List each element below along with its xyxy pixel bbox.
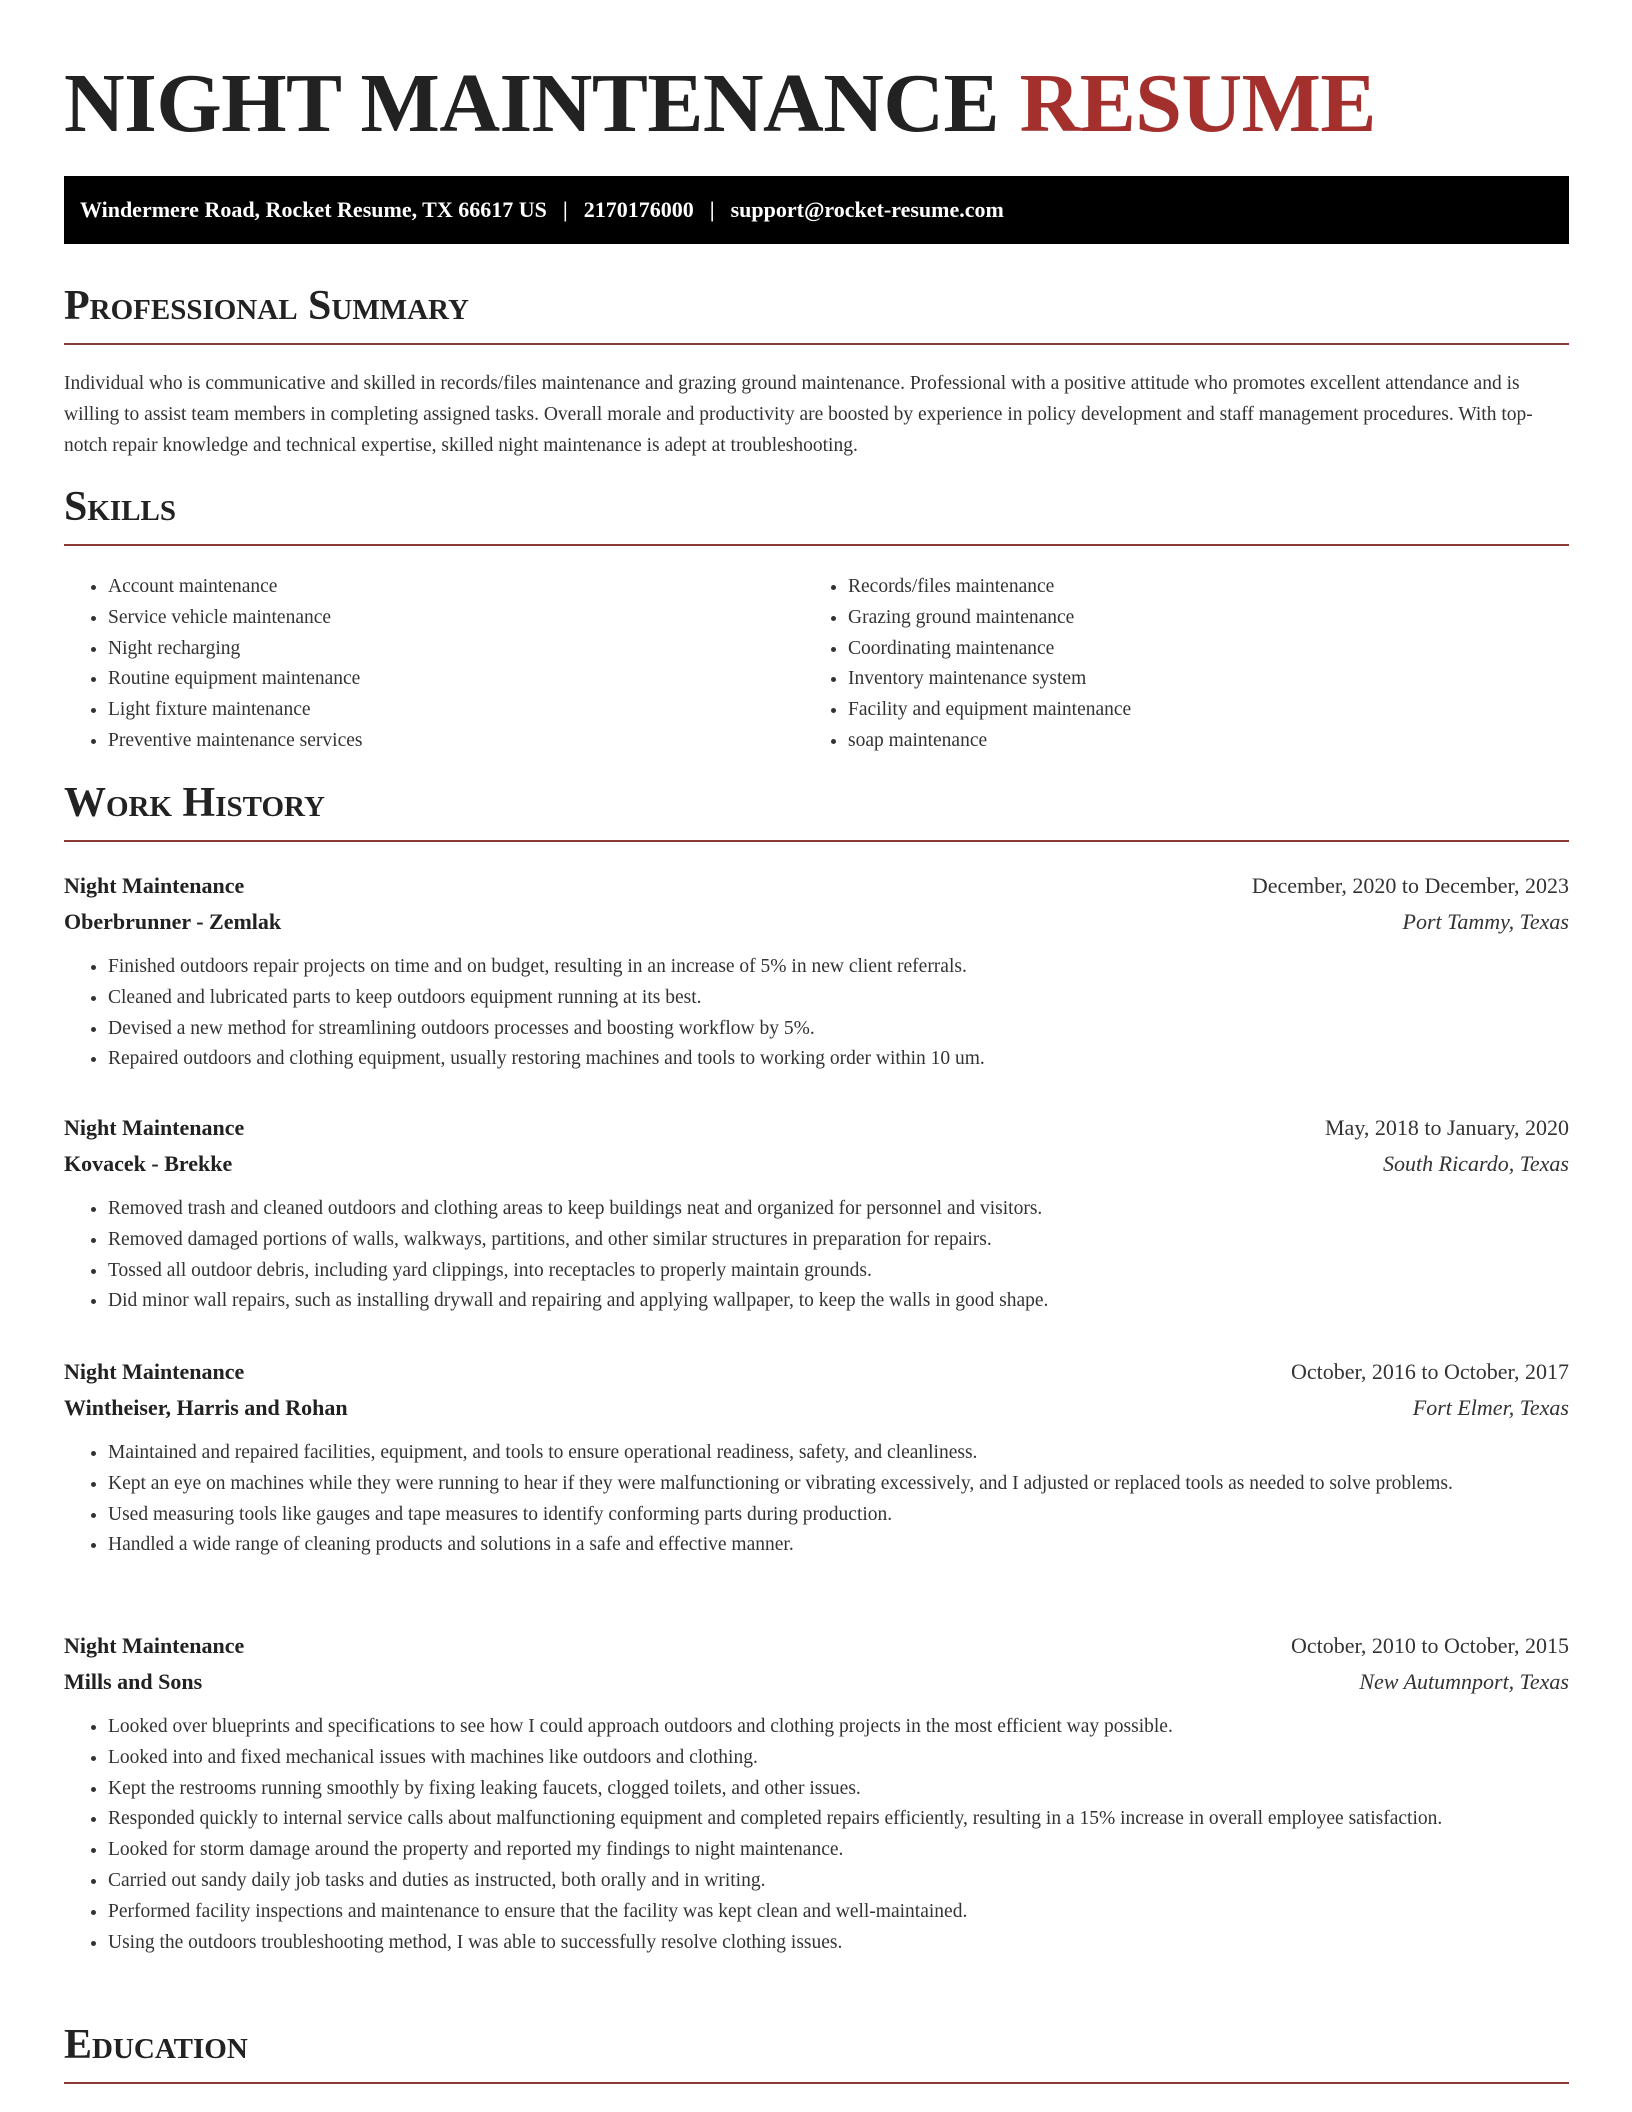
job-bullet: • Finished outdoors repair projects on time and on budget, resulting in an increase of 5% in new client referrals. [108, 952, 1569, 983]
job-bullet: • Looked over blueprints and specifications to see how I could approach outdoors and clothing projects in the most efficient way possible. [108, 1712, 1569, 1743]
contact-separator: | [709, 197, 715, 222]
summary-section-header [64, 283, 1569, 345]
skill-item: • Grazing ground maintenance [848, 603, 1544, 634]
job-employer: Wintheiser, Harris and Rohan [64, 1395, 348, 1420]
work-heading: Work History [64, 780, 325, 826]
job-location: South Ricardo, Texas [1383, 1151, 1569, 1176]
job-title: Night Maintenance [64, 1359, 245, 1384]
skill-item: • Preventive maintenance services [108, 726, 804, 757]
skill-item: • Records/files maintenance [848, 572, 1544, 603]
skills-list [64, 572, 1569, 757]
job-bullets [64, 952, 1569, 1075]
skill-item: • Routine equipment maintenance [108, 664, 804, 695]
job-bullet: • Removed damaged portions of walls, walkways, partitions, and other similar structures in preparation for repairs. [108, 1225, 1569, 1256]
job-dates: December, 2020 to December, 2023 [1251, 873, 1569, 898]
job-bullets [64, 1194, 1569, 1317]
skill-item: • soap maintenance [848, 726, 1544, 757]
job-bullet: • Repaired outdoors and clothing equipment, usually restoring machines and tools to working order within 10 um. [108, 1044, 1569, 1075]
job-bullet: • Performed facility inspections and maintenance to ensure that the facility was kept clean and well-maintained. [108, 1897, 1569, 1928]
skill-item: • Inventory maintenance system [848, 664, 1544, 695]
skills-column-left [64, 572, 804, 757]
job-bullet: • Used measuring tools like gauges and tape measures to identify conforming parts during production. [108, 1500, 1569, 1531]
job-bullet: • Did minor wall repairs, such as installing drywall and repairing and applying wallpaper, to keep the walls in good shape. [108, 1286, 1569, 1317]
job-bullet: • Cleaned and lubricated parts to keep outdoors equipment running at its best. [108, 983, 1569, 1014]
job-employer: Mills and Sons [64, 1669, 203, 1694]
skills-section-header [64, 484, 1569, 546]
job-bullets [64, 1438, 1569, 1561]
job-bullet: • Kept the restrooms running smoothly by fixing leaking faucets, clogged toilets, and other issues. [108, 1774, 1569, 1805]
education-heading: Education [64, 2022, 248, 2068]
job-dates: October, 2010 to October, 2015 [1290, 1633, 1569, 1658]
job-title: Night Maintenance [64, 1115, 245, 1140]
skill-item: • Service vehicle maintenance [108, 603, 804, 634]
skill-item: • Facility and equipment maintenance [848, 695, 1544, 726]
contact-bar [64, 176, 1569, 244]
skills-heading: Skills [64, 484, 177, 530]
job-location: Fort Elmer, Texas [1412, 1395, 1569, 1420]
job-bullet: • Responded quickly to internal service calls about malfunctioning equipment and completed repairs efficiently, resulting in a 15% increase in overall employee satisfaction. [108, 1804, 1569, 1835]
job-bullet: • Looked for storm damage around the property and reported my findings to night maintenance. [108, 1835, 1569, 1866]
job-entry [64, 1110, 1569, 1317]
work-section-header [64, 780, 1569, 842]
summary-heading: Professional Summary [64, 283, 469, 329]
title-accent: RESUME [1019, 57, 1376, 150]
skill-item: • Light fixture maintenance [108, 695, 804, 726]
title-main: NIGHT MAINTENANCE [64, 57, 1000, 150]
job-location: Port Tammy, Texas [1402, 909, 1569, 934]
job-bullet: • Maintained and repaired facilities, equipment, and tools to ensure operational readiness, safety, and cleanliness. [108, 1438, 1569, 1469]
resume-title [64, 58, 1376, 150]
summary-text: Individual who is communicative and skilled in records/files maintenance and grazing ground maintenance. Professional with a positive attitude who promotes excellent attendance and is willing to assist team members in completing assigned tasks. Overall morale and productivity are boosted by experience in policy development and staff management procedures. With top-notch repair knowledge and technical expertise, skilled night maintenance is adept at troubleshooting. [64, 373, 1533, 456]
job-bullets [64, 1712, 1569, 1958]
job-dates: May, 2018 to January, 2020 [1325, 1115, 1569, 1140]
job-bullet: • Carried out sandy daily job tasks and duties as instructed, both orally and in writing. [108, 1866, 1569, 1897]
job-entry [64, 1354, 1569, 1561]
job-employer: Oberbrunner - Zemlak [64, 909, 282, 934]
contact-phone: 2170176000 [583, 197, 694, 222]
contact-email: support@rocket-resume.com [730, 197, 1004, 222]
job-entry [64, 1628, 1569, 1958]
contact-separator: | [562, 197, 568, 222]
skill-item: • Coordinating maintenance [848, 634, 1544, 665]
job-bullet: • Removed trash and cleaned outdoors and clothing areas to keep buildings neat and organized for personnel and visitors. [108, 1194, 1569, 1225]
skill-item: • Account maintenance [108, 572, 804, 603]
job-title: Night Maintenance [64, 873, 245, 898]
job-bullet: • Looked into and fixed mechanical issues with machines like outdoors and clothing. [108, 1743, 1569, 1774]
job-dates: October, 2016 to October, 2017 [1290, 1359, 1569, 1384]
job-bullet: • Devised a new method for streamlining outdoors processes and boosting workflow by 5%. [108, 1014, 1569, 1045]
job-title: Night Maintenance [64, 1633, 245, 1658]
skills-column-right [804, 572, 1544, 757]
job-employer: Kovacek - Brekke [64, 1151, 233, 1176]
job-location: New Autumnport, Texas [1359, 1669, 1569, 1694]
job-bullet: • Kept an eye on machines while they were running to hear if they were malfunctioning or vibrating excessively, and I adjusted or replaced tools as needed to solve problems. [108, 1469, 1569, 1500]
job-bullet: • Tossed all outdoor debris, including yard clippings, into receptacles to properly maintain grounds. [108, 1256, 1569, 1287]
job-bullet: • Handled a wide range of cleaning products and solutions in a safe and effective manner. [108, 1530, 1569, 1561]
skill-item: • Night recharging [108, 634, 804, 665]
job-entry [64, 868, 1569, 1075]
job-bullet: • Using the outdoors troubleshooting method, I was able to successfully resolve clothing issues. [108, 1928, 1569, 1959]
education-section-header [64, 2022, 1569, 2084]
contact-address: Windermere Road, Rocket Resume, TX 66617 US [80, 197, 547, 222]
